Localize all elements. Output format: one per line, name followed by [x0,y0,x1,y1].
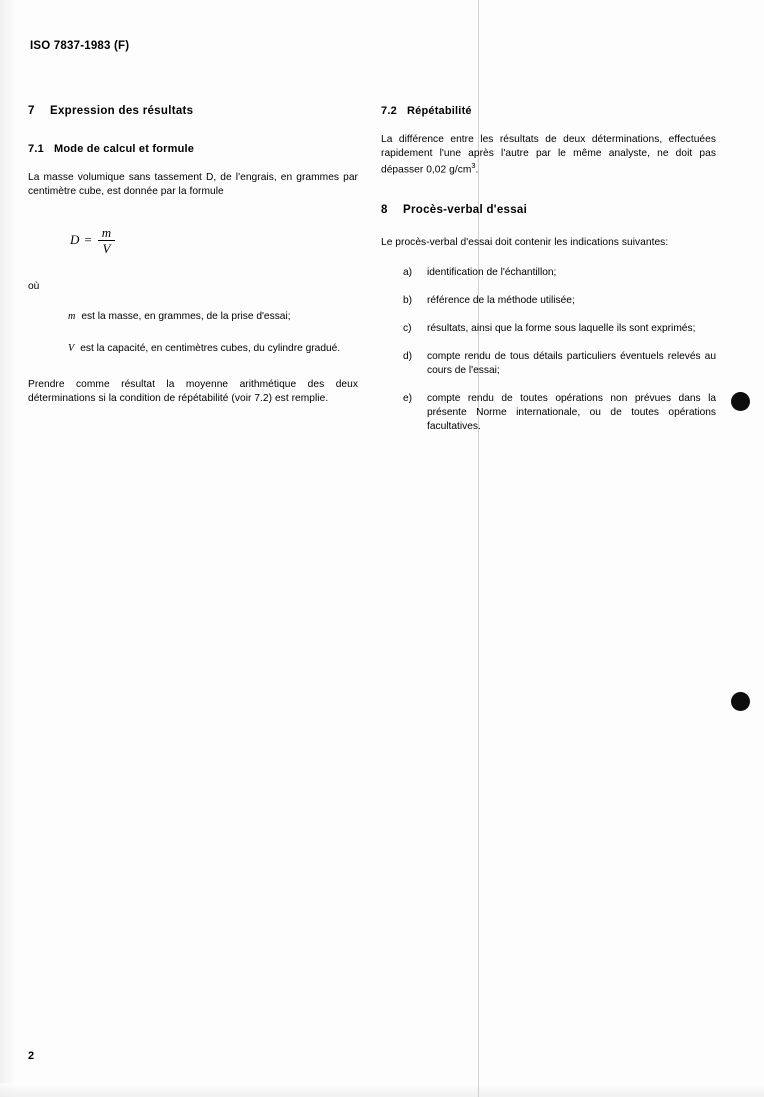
list-item [381,350,716,378]
paragraph-repetabilite [381,133,716,178]
formula-density [70,223,358,257]
repetabilite-exponent: 3 [471,161,476,171]
repetabilite-text-part2: . [475,164,479,176]
section-heading-7 [28,105,358,117]
definition-text-m: est la masse, en grammes, de la prise d'essai; [81,311,291,323]
paragraph-proces-verbal-intro: Le procès-verbal d'essai doit contenir les indications suivantes: [381,236,669,248]
punch-hole-mark-bottom [731,692,750,711]
document-header: ISO 7837-1983 (F) [30,40,130,52]
list-marker-b: b) [403,294,413,306]
left-column [28,105,358,406]
page-edge-shadow-bottom [0,1083,764,1097]
subsection-title-72: Répétabilité [407,105,472,117]
list-item [381,322,716,336]
list-marker-c: c) [403,322,412,334]
definition-v [68,342,358,356]
right-column [381,105,716,448]
list-marker-a: a) [403,266,413,278]
list-item [381,392,716,434]
formula-lhs: D [70,232,80,248]
section-title-7: Expression des résultats [50,105,194,117]
subsection-heading-72 [381,105,716,117]
list-text-e: compte rendu de toutes opérations non prévues dans la présente Norme internationale, ou de toutes opérations facultatives. [427,393,716,433]
list-marker-e: e) [403,393,413,405]
section-number-7: 7 [28,105,35,117]
subsection-number-72: 7.2 [381,105,397,117]
formula-denominator: V [102,240,111,256]
report-contents-list [381,266,716,435]
repetabilite-text-part1: La différence entre les résultats de deux déterminations, effectuées rapidement l'une après l'autre par le même analyste, ne doit pas dépasser 0,02 g/cm [381,134,716,176]
definition-m [68,310,358,324]
formula-numerator: m [101,224,112,240]
definition-symbol-v: V [68,343,75,355]
list-marker-d: d) [403,350,413,362]
subsection-title-71: Mode de calcul et formule [54,143,195,155]
list-text-a: identification de l'échantillon; [427,266,557,278]
formula-equals: = [84,232,92,248]
section-heading-8 [381,204,716,216]
paragraph-mode-de-calcul: La masse volumique sans tassement D, de l'engrais, en grammes par centimètre cube, est donnée par la formule [28,172,358,198]
list-item [381,266,716,280]
list-text-d: compte rendu de tous détails particuliers éventuels relevés au cours de l'essai; [427,350,716,377]
section-number-8: 8 [381,203,388,216]
list-item [381,294,716,308]
formula-fraction [98,226,115,255]
where-label: où [28,281,40,293]
subsection-number-71: 7.1 [28,143,44,155]
paragraph-moyenne-arithmetique: Prendre comme résultat la moyenne arithmétique des deux déterminations si la condition de répétabilité (voir 7.2) est remplie. [28,379,358,405]
subsection-heading-71 [28,143,358,155]
page-edge-shadow-left [0,0,18,1097]
definition-text-v: est la capacité, en centimètres cubes, du cylindre gradué. [80,343,341,355]
definition-symbol-m: m [68,311,76,323]
punch-hole-mark-top [731,392,750,411]
list-text-c: résultats, ainsi que la forme sous laquelle ils sont exprimés; [427,322,696,334]
list-text-b: référence de la méthode utilisée; [427,294,575,306]
page-number: 2 [28,1050,35,1062]
section-title-8: Procès-verbal d'essai [403,203,528,216]
